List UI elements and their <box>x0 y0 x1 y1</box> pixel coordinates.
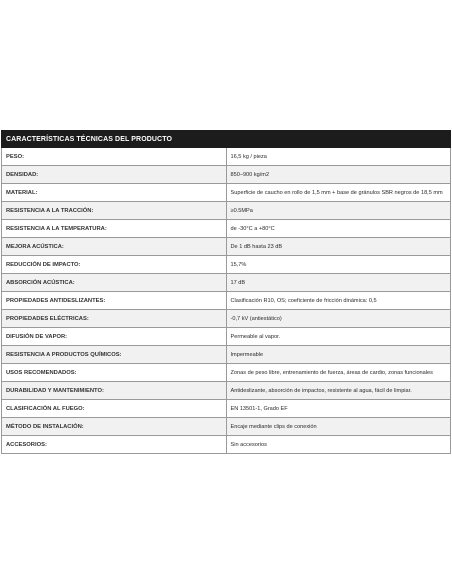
spec-value: Superficie de caucho en rollo de 1,5 mm + base de gránulos SBR negros de 18,5 mm <box>226 184 451 202</box>
spec-value: Sin accesorios <box>226 436 451 454</box>
spec-table-header-row <box>2 131 451 148</box>
spec-label: ACCESORIOS: <box>2 436 227 454</box>
spec-value: Zonas de peso libre, entrenamiento de fuerza, áreas de cardio, zonas funcionales <box>226 364 451 382</box>
spec-label: USOS RECOMENDADOS: <box>2 364 227 382</box>
table-row <box>2 274 451 292</box>
spec-table-title: CARACTERÍSTICAS TÉCNICAS DEL PRODUCTO <box>2 131 451 148</box>
spec-label: REDUCCIÓN DE IMPACTO: <box>2 256 227 274</box>
spec-label: RESISTENCIA A PRODUCTOS QUÍMICOS: <box>2 346 227 364</box>
spec-table <box>1 130 451 454</box>
table-row <box>2 400 451 418</box>
table-row <box>2 148 451 166</box>
spec-label: DIFUSIÓN DE VAPOR: <box>2 328 227 346</box>
spec-value: 16,5 kg / pieza <box>226 148 451 166</box>
spec-label: ABSORCIÓN ACÚSTICA: <box>2 274 227 292</box>
table-row <box>2 346 451 364</box>
spec-label: PESO: <box>2 148 227 166</box>
spec-value: de -30°C a +80°C <box>226 220 451 238</box>
spec-value: 15,7% <box>226 256 451 274</box>
table-row <box>2 310 451 328</box>
spec-label: PROPIEDADES ANTIDESLIZANTES: <box>2 292 227 310</box>
spec-value: Permeable al vapor. <box>226 328 451 346</box>
spec-value: 850–900 kg/m2 <box>226 166 451 184</box>
spec-label: DENSIDAD: <box>2 166 227 184</box>
spec-label: RESISTENCIA A LA TEMPERATURA: <box>2 220 227 238</box>
spec-value: EN 13501-1, Grado EF <box>226 400 451 418</box>
spec-value: -0,7 kV (antiestático) <box>226 310 451 328</box>
spec-label: CLASIFICACIÓN AL FUEGO: <box>2 400 227 418</box>
table-row <box>2 364 451 382</box>
table-row <box>2 436 451 454</box>
table-row <box>2 220 451 238</box>
table-row <box>2 382 451 400</box>
spec-table-body <box>2 148 451 454</box>
spec-value: Impermeable <box>226 346 451 364</box>
spec-label: MEJORA ACÚSTICA: <box>2 238 227 256</box>
table-row <box>2 184 451 202</box>
spec-label: MATERIAL: <box>2 184 227 202</box>
table-row <box>2 418 451 436</box>
spec-value: 17 dB <box>226 274 451 292</box>
spec-value: De 1 dB hasta 23 dB <box>226 238 451 256</box>
table-row <box>2 292 451 310</box>
table-row <box>2 202 451 220</box>
table-row <box>2 256 451 274</box>
table-row <box>2 328 451 346</box>
table-row <box>2 166 451 184</box>
spec-label: RESISTENCIA A LA TRACCIÓN: <box>2 202 227 220</box>
spec-label: DURABILIDAD Y MANTENIMIENTO: <box>2 382 227 400</box>
spec-value: Encaje mediante clips de conexión <box>226 418 451 436</box>
spec-label: MÉTODO DE INSTALACIÓN: <box>2 418 227 436</box>
spec-value: ≥0.5MPa <box>226 202 451 220</box>
spec-value: Antideslizante, absorción de impactos, resistente al agua, fácil de limpiar. <box>226 382 451 400</box>
spec-value: Clasificación R10, OS; coeficiente de fricción dinámica: 0,5 <box>226 292 451 310</box>
spec-label: PROPIEDADES ELÉCTRICAS: <box>2 310 227 328</box>
table-row <box>2 238 451 256</box>
